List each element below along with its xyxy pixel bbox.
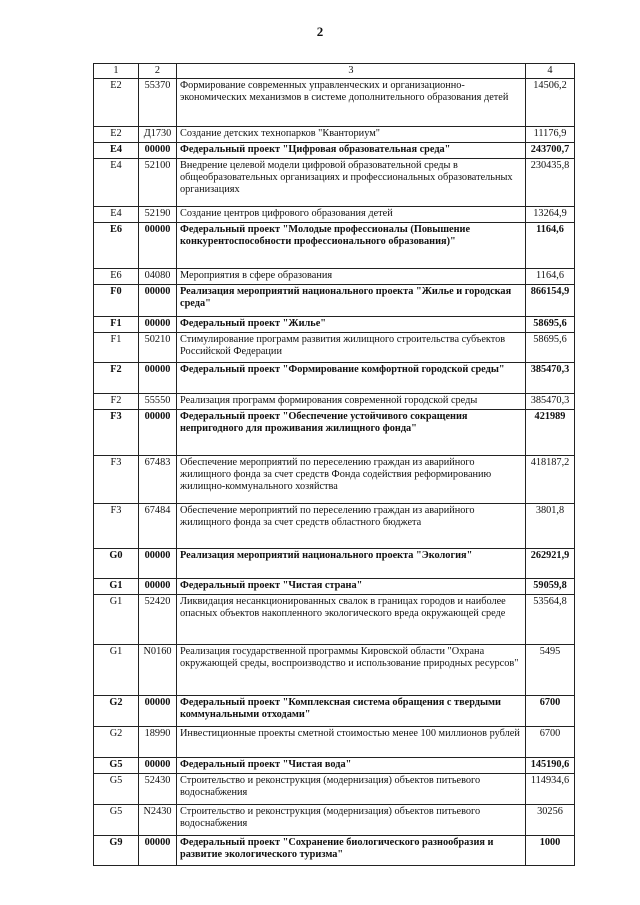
row-amount: 230435,8: [526, 159, 575, 207]
row-code: G2: [94, 696, 139, 727]
row-expense-code: 00000: [139, 579, 177, 595]
row-amount: 262921,9: [526, 549, 575, 579]
table-row: [94, 727, 575, 758]
row-expense-code: 00000: [139, 696, 177, 727]
row-expense-code: 52190: [139, 207, 177, 223]
row-description: Федеральный проект "Обеспечение устойчивого сокращения непригодного для проживания жилищного фонда": [177, 410, 526, 456]
row-code: G1: [94, 595, 139, 645]
row-code: F1: [94, 333, 139, 363]
table-row: [94, 549, 575, 579]
header-col-1: 1: [94, 64, 139, 79]
page-number: 2: [316, 24, 324, 39]
row-code: G0: [94, 549, 139, 579]
row-description: Федеральный проект "Формирование комфортной городской среды": [177, 363, 526, 394]
table-row: [94, 223, 575, 269]
row-amount: 5495: [526, 645, 575, 696]
table-row: [94, 645, 575, 696]
row-description: Обеспечение мероприятий по переселению граждан из аварийного жилищного фонда за счет средств областного бюджета: [177, 504, 526, 549]
table-row: [94, 774, 575, 805]
row-code: E2: [94, 127, 139, 143]
row-code: F3: [94, 456, 139, 504]
row-description: Внедрение целевой модели цифровой образовательной среды в общеобразовательных организациях и профессиональных образовательных организациях: [177, 159, 526, 207]
row-expense-code: 04080: [139, 269, 177, 285]
row-expense-code: 00000: [139, 143, 177, 159]
row-description: Ликвидация несанкционированных свалок в границах городов и наиболее опасных объектов накопленного экологического вреда окружающей среде: [177, 595, 526, 645]
row-description: Обеспечение мероприятий по переселению граждан из аварийного жилищного фонда за счет средств Фонда содействия реформированию жилищно-коммунального хозяйства: [177, 456, 526, 504]
row-amount: 866154,9: [526, 285, 575, 317]
table-header-row: [94, 64, 575, 79]
row-expense-code: 52100: [139, 159, 177, 207]
row-description: Реализация мероприятий национального проекта "Жилье и городская среда": [177, 285, 526, 317]
row-description: Стимулирование программ развития жилищного строительства субъектов Российской Федерации: [177, 333, 526, 363]
row-amount: 53564,8: [526, 595, 575, 645]
row-code: G2: [94, 727, 139, 758]
table-row: [94, 79, 575, 127]
row-code: E2: [94, 79, 139, 127]
table-row: [94, 285, 575, 317]
row-code: F1: [94, 317, 139, 333]
row-description: Федеральный проект "Сохранение биологического разнообразия и развитие экологического туризма": [177, 836, 526, 866]
row-description: Реализация программ формирования современной городской среды: [177, 394, 526, 410]
row-code: E4: [94, 143, 139, 159]
row-expense-code: 00000: [139, 223, 177, 269]
row-expense-code: 00000: [139, 549, 177, 579]
row-code: E6: [94, 223, 139, 269]
row-amount: 58695,6: [526, 333, 575, 363]
row-amount: 1000: [526, 836, 575, 866]
row-amount: 14506,2: [526, 79, 575, 127]
row-expense-code: 52420: [139, 595, 177, 645]
row-amount: 6700: [526, 727, 575, 758]
row-code: F3: [94, 504, 139, 549]
row-code: G1: [94, 645, 139, 696]
row-description: Строительство и реконструкция (модернизация) объектов питьевого водоснабжения: [177, 774, 526, 805]
row-description: Реализация мероприятий национального проекта "Экология": [177, 549, 526, 579]
table-row: [94, 410, 575, 456]
table-row: [94, 504, 575, 549]
row-expense-code: 55370: [139, 79, 177, 127]
table-row: [94, 333, 575, 363]
header-col-4: 4: [526, 64, 575, 79]
row-amount: 58695,6: [526, 317, 575, 333]
table-row: [94, 127, 575, 143]
table-row: [94, 805, 575, 836]
row-code: G5: [94, 805, 139, 836]
table-row: [94, 159, 575, 207]
row-code: G1: [94, 579, 139, 595]
table-row: [94, 317, 575, 333]
row-amount: 1164,6: [526, 223, 575, 269]
table-row: [94, 836, 575, 866]
row-expense-code: 00000: [139, 317, 177, 333]
row-amount: 243700,7: [526, 143, 575, 159]
table-row: [94, 269, 575, 285]
row-description: Федеральный проект "Жилье": [177, 317, 526, 333]
row-expense-code: 18990: [139, 727, 177, 758]
row-code: F2: [94, 394, 139, 410]
row-code: F0: [94, 285, 139, 317]
row-expense-code: 67483: [139, 456, 177, 504]
row-description: Инвестиционные проекты сметной стоимостью менее 100 миллионов рублей: [177, 727, 526, 758]
row-amount: 11176,9: [526, 127, 575, 143]
row-code: E4: [94, 207, 139, 223]
row-amount: 13264,9: [526, 207, 575, 223]
row-code: F2: [94, 363, 139, 394]
row-amount: 1164,6: [526, 269, 575, 285]
row-description: Федеральный проект "Чистая вода": [177, 758, 526, 774]
row-code: G5: [94, 774, 139, 805]
table-row: [94, 595, 575, 645]
row-description: Федеральный проект "Цифровая образовательная среда": [177, 143, 526, 159]
row-expense-code: 00000: [139, 836, 177, 866]
row-amount: 114934,6: [526, 774, 575, 805]
row-amount: 30256: [526, 805, 575, 836]
row-code: G5: [94, 758, 139, 774]
row-expense-code: 67484: [139, 504, 177, 549]
table-row: [94, 143, 575, 159]
row-amount: 385470,3: [526, 394, 575, 410]
header-col-3: 3: [177, 64, 526, 79]
row-expense-code: 00000: [139, 363, 177, 394]
table-row: [94, 579, 575, 595]
row-description: Строительство и реконструкция (модернизация) объектов питьевого водоснабжения: [177, 805, 526, 836]
row-expense-code: 55550: [139, 394, 177, 410]
table-row: [94, 207, 575, 223]
row-description: Формирование современных управленческих и организационно-экономических механизмов в системе дополнительного образования детей: [177, 79, 526, 127]
row-amount: 418187,2: [526, 456, 575, 504]
table-row: [94, 696, 575, 727]
row-expense-code: N0160: [139, 645, 177, 696]
table-row: [94, 394, 575, 410]
row-amount: 6700: [526, 696, 575, 727]
row-description: Мероприятия в сфере образования: [177, 269, 526, 285]
row-amount: 3801,8: [526, 504, 575, 549]
row-description: Создание центров цифрового образования детей: [177, 207, 526, 223]
row-code: G9: [94, 836, 139, 866]
row-expense-code: 00000: [139, 285, 177, 317]
row-expense-code: N2430: [139, 805, 177, 836]
row-expense-code: 00000: [139, 410, 177, 456]
header-col-2: 2: [139, 64, 177, 79]
row-amount: 59059,8: [526, 579, 575, 595]
row-description: Федеральный проект "Молодые профессионалы (Повышение конкурентоспособности профессионального образования)": [177, 223, 526, 269]
row-amount: 421989: [526, 410, 575, 456]
row-code: E6: [94, 269, 139, 285]
row-amount: 385470,3: [526, 363, 575, 394]
table-row: [94, 456, 575, 504]
row-description: Создание детских технопарков "Кванториум": [177, 127, 526, 143]
row-code: F3: [94, 410, 139, 456]
row-description: Федеральный проект "Комплексная система обращения с твердыми коммунальными отходами": [177, 696, 526, 727]
table-row: [94, 363, 575, 394]
row-description: Федеральный проект "Чистая страна": [177, 579, 526, 595]
row-expense-code: Д1730: [139, 127, 177, 143]
row-amount: 145190,6: [526, 758, 575, 774]
table-row: [94, 758, 575, 774]
row-expense-code: 00000: [139, 758, 177, 774]
budget-table: [93, 63, 575, 866]
row-expense-code: 50210: [139, 333, 177, 363]
row-description: Реализация государственной программы Кировской области "Охрана окружающей среды, воспроизводство и использование природных ресурсов": [177, 645, 526, 696]
row-code: E4: [94, 159, 139, 207]
row-expense-code: 52430: [139, 774, 177, 805]
